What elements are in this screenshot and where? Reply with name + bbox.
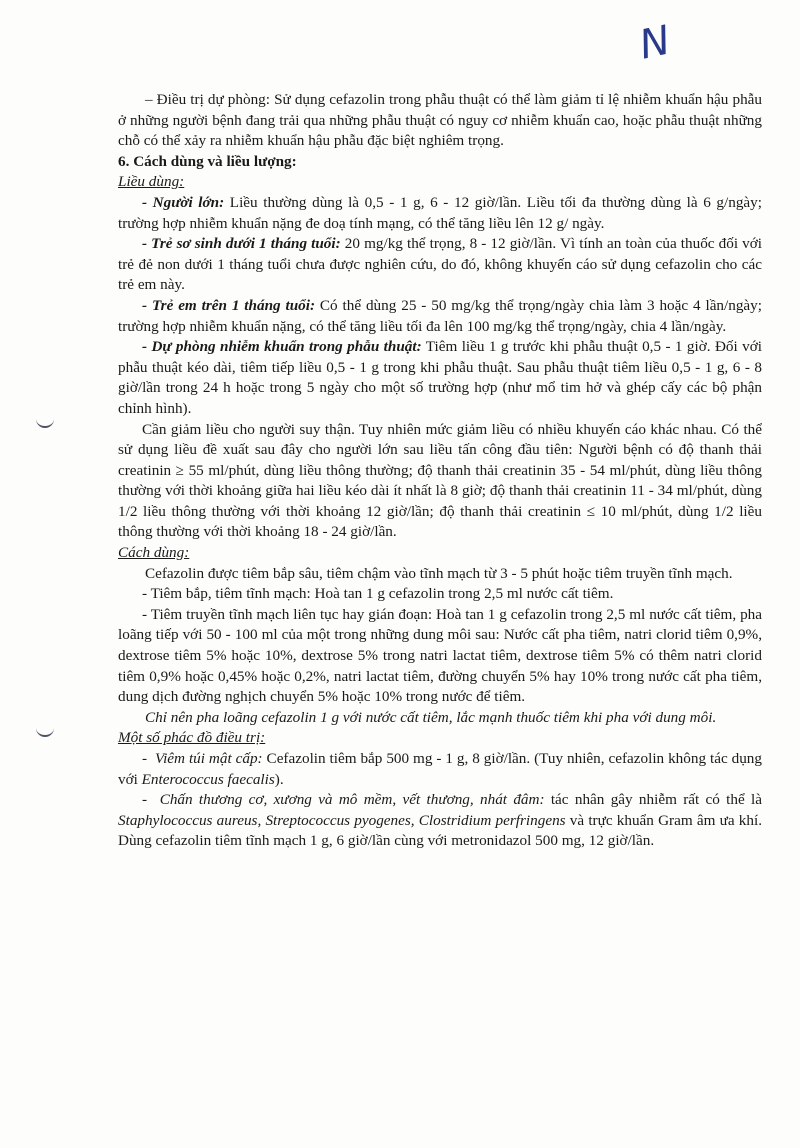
text-surgery: Tiêm liều 1 g trước khi phẫu thuật 0,5 - 1 giờ. Đối với phẫu thuật kéo dài, tiêm tiếp liều 0,5 - 1 g trong khi phẫu thuật. Sau phẫu thuật tiêm liều 0,5 - 1 g, 6 - 8 giờ/lần trong 24 h hoặc trong 5 ngày cho một số trường hợp (như mổ tim hở và ghép cấy các bộ phận chỉnh hình).	[118, 338, 762, 417]
text-gallbladder-end: ).	[274, 770, 284, 788]
punch-mark	[36, 416, 54, 428]
paragraph-adult	[118, 193, 762, 234]
paragraph-admin-note: Chỉ nên pha loãng cefazolin 1 g với nước cất tiêm, lắc mạnh thuốc tiêm khi pha với dung môi.	[145, 708, 717, 726]
paragraph-surgery	[118, 337, 762, 419]
text-neonate: 20 mg/kg thể trọng, 8 - 12 giờ/lần. Vì tính an toàn của thuốc đối với trẻ đẻ non dưới 1 tháng tuổi chưa được nghiên cứu, do đó, không khuyến cáo sử dụng cefazolin cho các trẻ em này.	[118, 235, 762, 294]
paragraph-admin-intro: Cefazolin được tiêm bắp sâu, tiêm chậm vào tĩnh mạch từ 3 - 5 phút hoặc tiêm truyền tĩnh mạch.	[145, 564, 733, 582]
text-gallbladder: Cefazolin tiêm bắp 500 mg - 1 g, 8 giờ/lần. (Tuy nhiên, cefazolin không tác dụng với	[118, 750, 762, 788]
handwritten-initial: N	[635, 17, 675, 69]
paragraph-child	[118, 296, 762, 337]
section-heading: 6. Cách dùng và liều lượng:	[118, 152, 297, 170]
paragraph-trauma: - Chấn thương cơ, xương và mô mềm, vết thương, nhát đâm: tác nhân gây nhiễm rất có thể là Staphylococcus aureus, Streptococcus pyogenes, Clostridium perfringens và trực khuẩn Gram âm ưa khí. Dùng cefazolin tiêm tĩnh mạch 1 g, 6 giờ/lần cùng với metronidazol 500 mg, 12 giờ/lần.	[118, 791, 762, 850]
subheading-dosage: Liều dùng:	[118, 173, 185, 191]
label-child: - Trẻ em trên 1 tháng tuổi:	[142, 296, 316, 314]
paragraph-admin-iv: - Tiêm truyền tĩnh mạch liên tục hay gián đoạn: Hoà tan 1 g cefazolin trong 2,5 ml nước cất tiêm, pha loãng tiếp với 50 - 100 ml của một trong những dung môi sau: Nước cất pha tiêm, natri clorid tiêm 0,9%, dextrose tiêm 5% hoặc 10%, dextrose 5% trong natri lactat tiêm, dextrose tiêm 5% có thêm natri clorid tiêm 0,9% hoặc 0,45% hoặc 0,2%, natri lactat tiêm, đường chuyển 5% hay 10% trong nước cất pha tiêm, dung dịch đường nghịch chuyển 5% hoặc 10% trong nước để tiêm.	[118, 605, 762, 706]
organism-name: Enterococcus faecalis	[141, 770, 275, 788]
organism-list: Staphylococcus aureus, Streptococcus pyogenes, Clostridium perfringens	[118, 811, 566, 829]
paragraph-prophylaxis: – Điều trị dự phòng: Sử dụng cefazolin trong phẫu thuật có thể làm giảm tỉ lệ nhiễm khuẩn hậu phẫu ở những người bệnh đang trải qua những phẫu thuật có nguy cơ nhiễm khuẩn cao, hoặc phẫu thuật những chỗ có thể xảy ra nhiễm khuẩn hậu phẫu đặc biệt nghiêm trọng.	[118, 91, 762, 150]
label-neonate: - Trẻ sơ sinh dưới 1 tháng tuổi:	[142, 235, 341, 253]
subheading-regimens: Một số phác đồ điều trị:	[118, 729, 266, 747]
label-surgery: - Dự phòng nhiễm khuẩn trong phẫu thuật:	[142, 338, 422, 356]
label-trauma: Chấn thương cơ, xương và mô mềm, vết thương, nhát đâm:	[159, 791, 545, 809]
subheading-administration: Cách dùng:	[118, 544, 190, 562]
text-trauma-2: và trực khuẩn Gram âm ưa khí. Dùng cefazolin tiêm tĩnh mạch 1 g, 6 giờ/lần cùng với metronidazol 500 mg, 12 giờ/lần.	[118, 811, 762, 850]
text-trauma-1: tác nhân gây nhiễm rất có thể là	[544, 791, 762, 809]
text-adult: Liều thường dùng là 0,5 - 1 g, 6 - 12 giờ/lần. Liều tối đa thường dùng là 6 g/ngày; trường hợp nhiễm khuẩn nặng đe doạ tính mạng, có thể tăng liều lên 12 g/ ngày.	[118, 193, 762, 232]
label-adult: - Người lớn:	[142, 193, 225, 211]
paragraph-renal: Cần giảm liều cho người suy thận. Tuy nhiên mức giảm liều có nhiều khuyến cáo khác nhau. Có thể sử dụng liều đề xuất sau đây cho người lớn sau liều tấn công đầu tiên: Người bệnh có độ thanh thải creatinin ≥ 55 ml/phút, dùng liều thông thường; độ thanh thải creatinin 35 - 54 ml/phút, dùng liều thông thường với thời khoảng giữa hai liều kéo dài ít nhất là 8 giờ; độ thanh thải creatinin 11 - 34 ml/phút, dùng 1/2 liều thông thường với thời khoảng 12 giờ/lần; độ thanh thải creatinin ≤ 10 ml/phút, dùng 1/2 liều thông thường với thời khoảng 18 - 24 giờ/lần.	[118, 420, 762, 541]
paragraph-gallbladder: - Viêm túi mật cấp: Cefazolin tiêm bắp 500 mg - 1 g, 8 giờ/lần. (Tuy nhiên, cefazolin không tác dụng với Enterococcus faecalis).	[118, 750, 762, 788]
document-body	[118, 90, 762, 852]
punch-mark	[36, 725, 54, 737]
label-gallbladder: Viêm túi mật cấp:	[154, 750, 263, 767]
paragraph-neonate	[118, 234, 762, 296]
text-child: Có thể dùng 25 - 50 mg/kg thể trọng/ngày chia làm 3 hoặc 4 lần/ngày; trường hợp nhiễm khuẩn nặng, có thể tăng liều tối đa lên 100 mg/kg thể trọng/ngày, chia 4 lần/ngày.	[118, 296, 762, 335]
paragraph-admin-im: - Tiêm bắp, tiêm tĩnh mạch: Hoà tan 1 g cefazolin trong 2,5 ml nước cất tiêm.	[142, 585, 614, 603]
